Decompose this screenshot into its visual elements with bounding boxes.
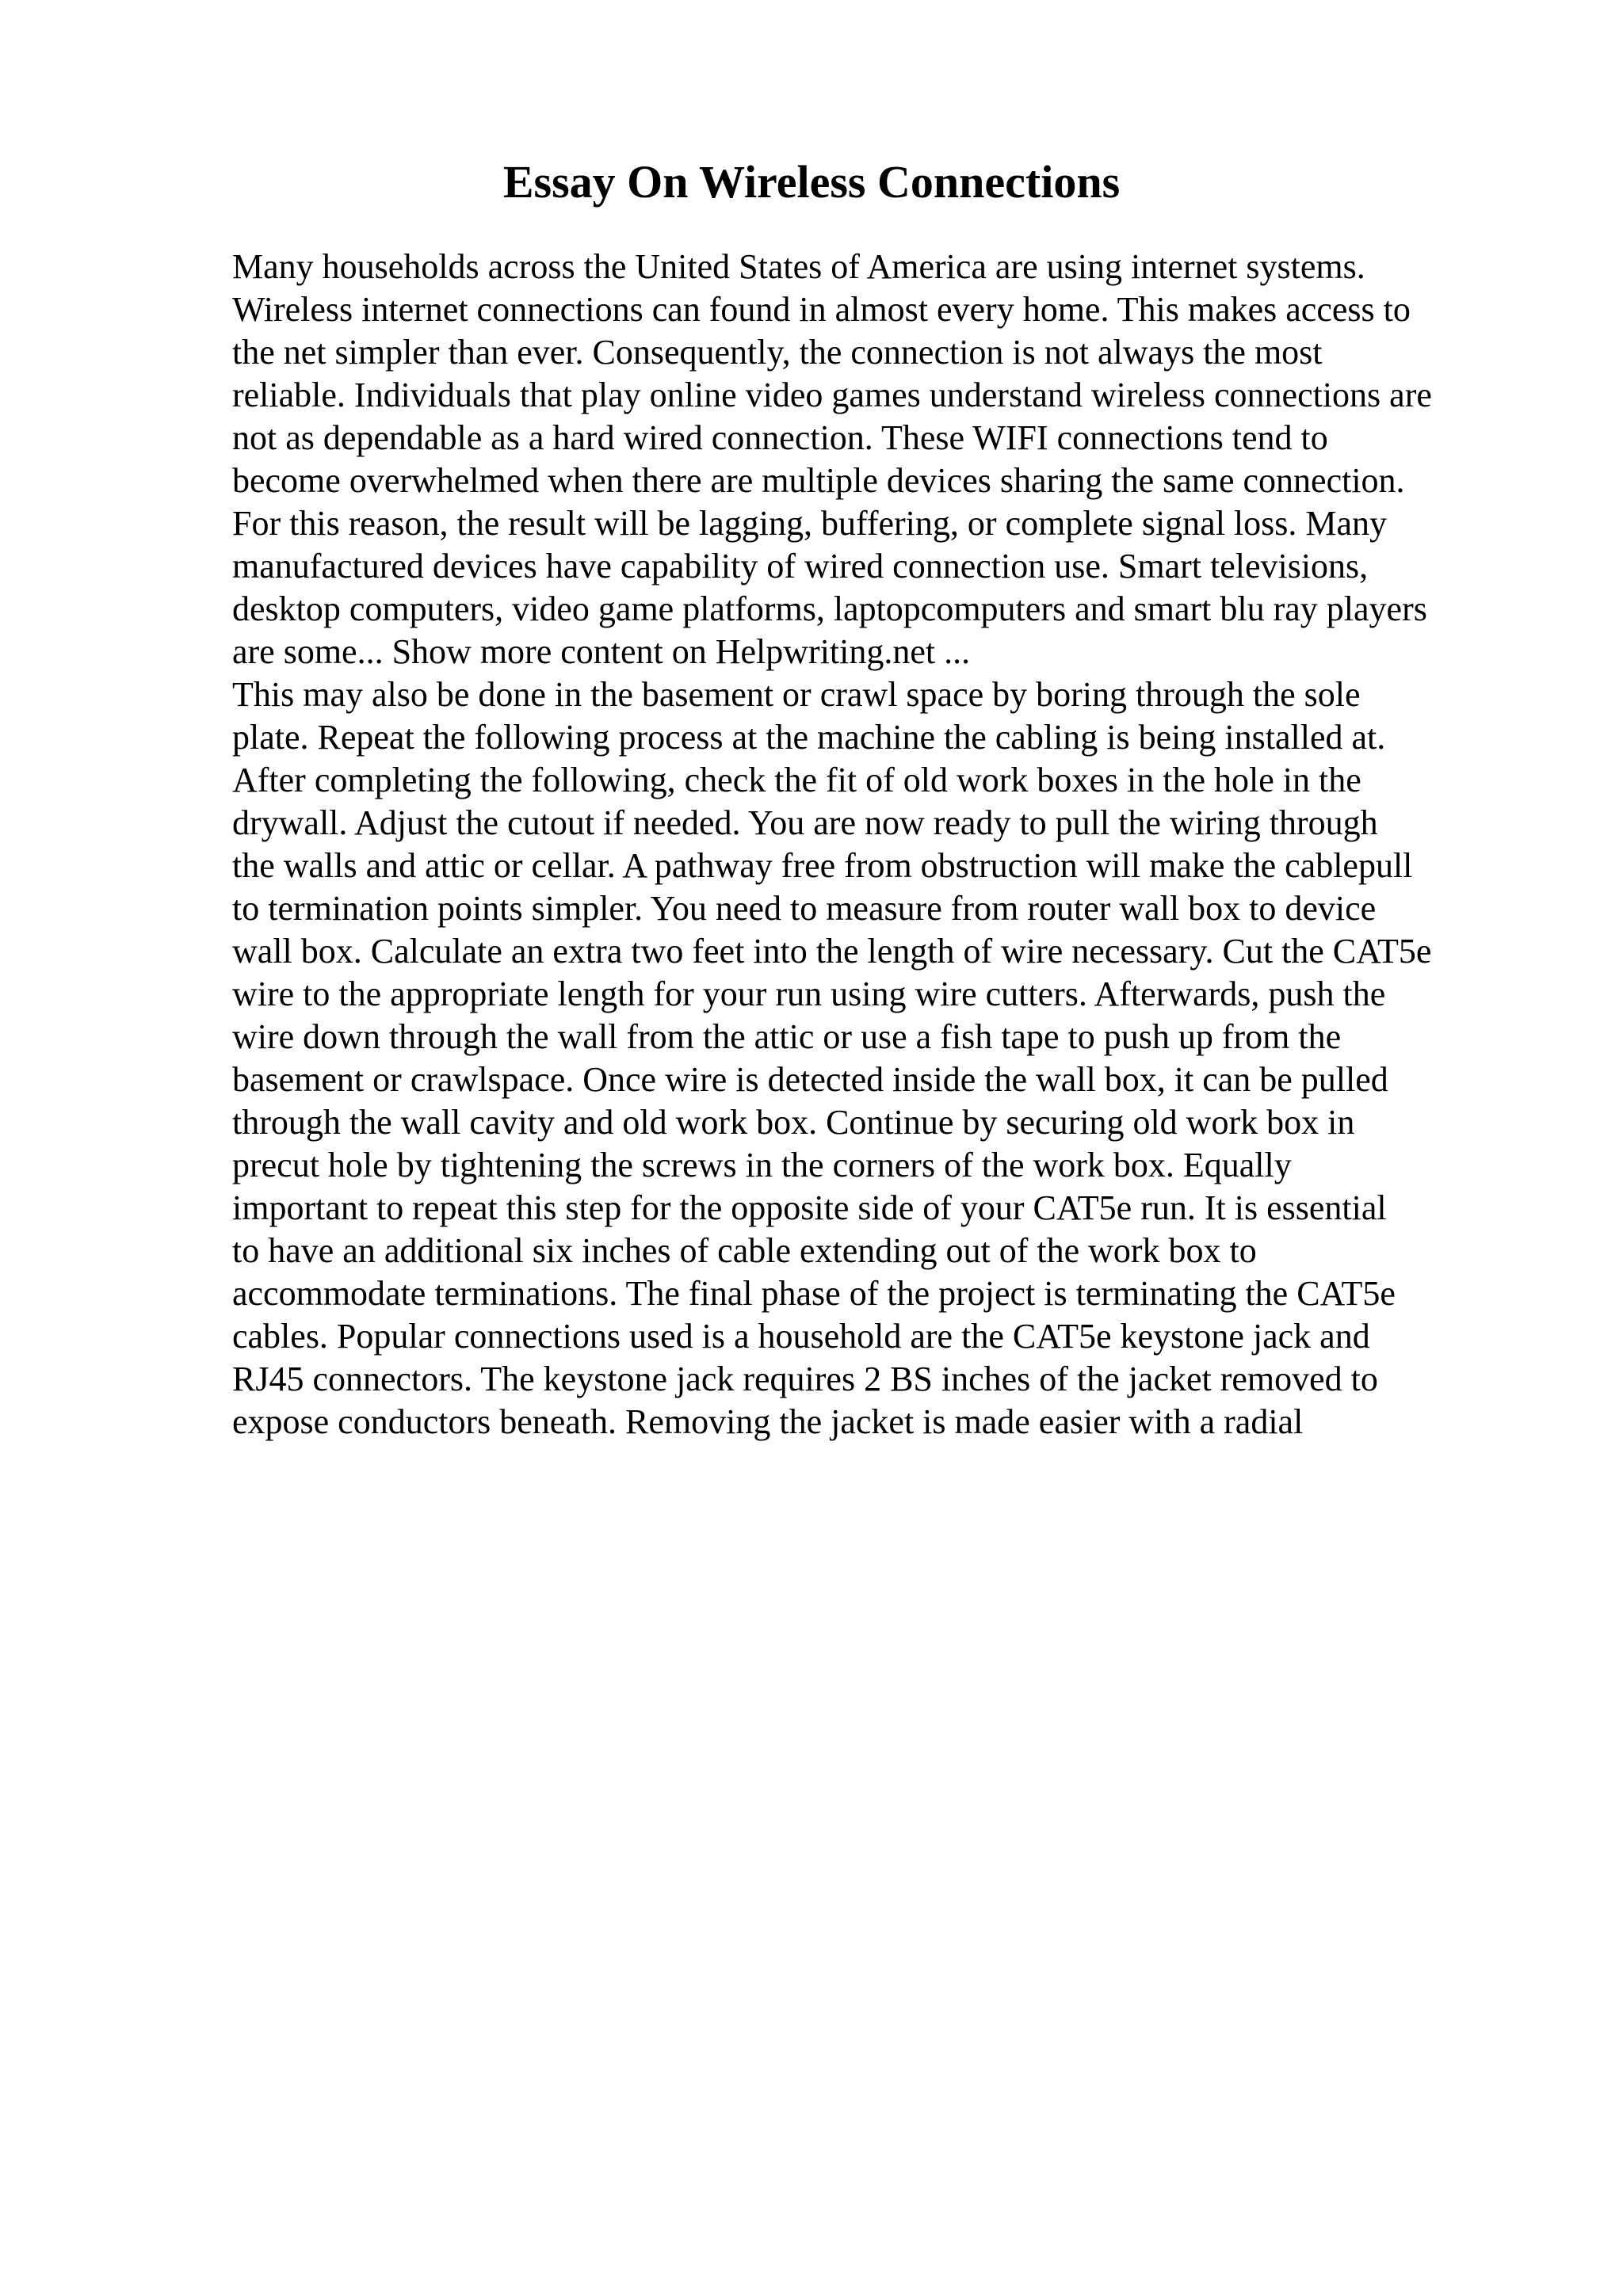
body-line: basement or crawlspace. Once wire is detected inside the wall box, it can be pulled <box>232 1060 1388 1099</box>
body-line: to have an additional six inches of cable extending out of the work box to <box>232 1231 1257 1270</box>
body-line: cables. Popular connections used is a household are the CAT5e keystone jack and <box>232 1317 1370 1356</box>
body-line: Many households across the United States of America are using internet systems. <box>232 247 1365 286</box>
body-line: expose conductors beneath. Removing the jacket is made easier with a radial <box>232 1402 1304 1441</box>
body-line: manufactured devices have capability of wired connection use. Smart televisions, <box>232 547 1369 585</box>
body-line: through the wall cavity and old work box. Continue by securing old work box in <box>232 1103 1355 1142</box>
body-line: become overwhelmed when there are multiple devices sharing the same connection. <box>232 461 1405 500</box>
body-line: are some... Show more content on Helpwriting.net ... <box>232 632 971 671</box>
document-body <box>232 246 1564 1444</box>
body-line: This may also be done in the basement or crawl space by boring through the sole <box>232 675 1361 714</box>
body-line: Wireless internet connections can found in almost every home. This makes access to <box>232 290 1411 329</box>
body-line: accommodate terminations. The final phase of the project is terminating the CAT5e <box>232 1274 1396 1313</box>
body-line: desktop computers, video game platforms, laptopcomputers and smart blu ray players <box>232 589 1427 628</box>
body-line: not as dependable as a hard wired connection. These WIFI connections tend to <box>232 418 1328 457</box>
body-line: reliable. Individuals that play online video games understand wireless connections are <box>232 376 1432 414</box>
body-line: RJ45 connectors. The keystone jack requires 2 BS inches of the jacket removed to <box>232 1360 1378 1398</box>
body-line: For this reason, the result will be lagging, buffering, or complete signal loss. Many <box>232 504 1388 543</box>
document-title: Essay On Wireless Connections <box>502 156 1121 208</box>
body-line: wall box. Calculate an extra two feet into the length of wire necessary. Cut the CAT5e <box>232 932 1432 971</box>
body-line: important to repeat this step for the opposite side of your CAT5e run. It is essential <box>232 1188 1387 1227</box>
body-line: drywall. Adjust the cutout if needed. You are now ready to pull the wiring through <box>232 803 1378 842</box>
body-line: After completing the following, check the fit of old work boxes in the hole in the <box>232 761 1361 799</box>
body-line: plate. Repeat the following process at the machine the cabling is being installed at. <box>232 718 1386 757</box>
body-line: the walls and attic or cellar. A pathway free from obstruction will make the cablepull <box>232 846 1413 885</box>
body-line: wire down through the wall from the attic or use a fish tape to push up from the <box>232 1017 1342 1056</box>
body-line: to termination points simpler. You need to measure from router wall box to device <box>232 889 1377 928</box>
body-line: wire to the appropriate length for your run using wire cutters. Afterwards, push the <box>232 974 1386 1013</box>
body-line: precut hole by tightening the screws in the corners of the work box. Equally <box>232 1146 1292 1184</box>
body-line: the net simpler than ever. Consequently, the connection is not always the most <box>232 333 1323 372</box>
